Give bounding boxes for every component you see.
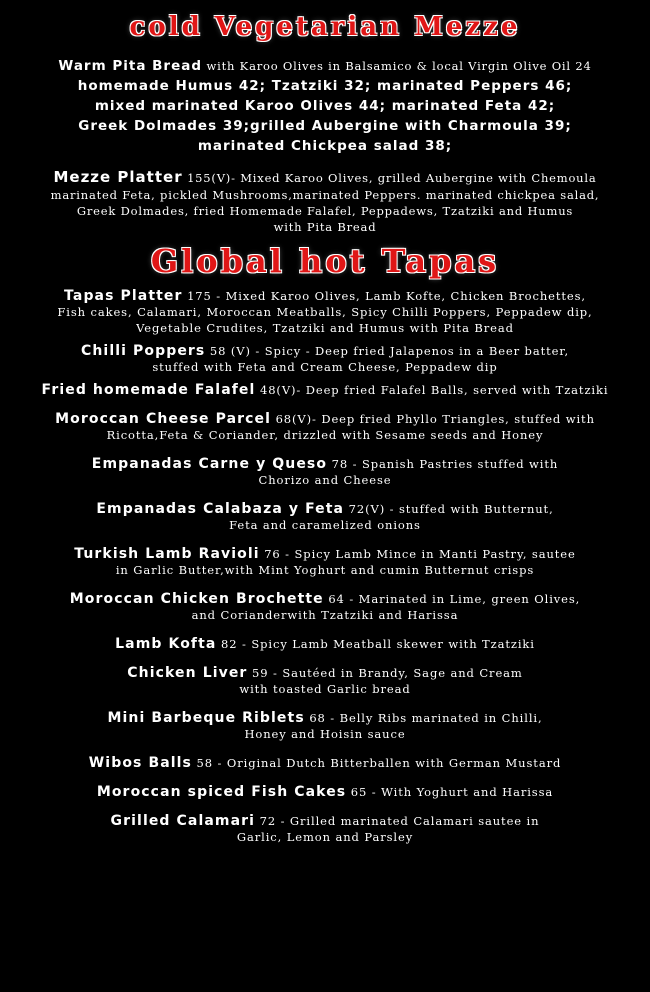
mezze-platter-desc: Greek Dolmades, fried Homemade Falafel, Peppadews, Tzatziki and Humus <box>76 204 574 218</box>
menu-item-riblets: Mini Barbeque Riblets 68 - Belly Ribs marinated in Chilli, Honey and Hoisin sauce <box>107 710 543 741</box>
mezze-platter-item <box>18 169 632 235</box>
cold-line: Warm Pita Bread with Karoo Olives in Balsamico & local Virgin Olive Oil 24 <box>58 58 592 74</box>
cold-mezze-list <box>18 56 632 156</box>
menu-item-falafel: Fried homemade Falafel 48(V)- Deep fried Falafel Balls, served with Tzatziki <box>41 382 609 398</box>
menu-item-grilled-calamari: Grilled Calamari 72 - Grilled marinated Calamari sautee in Garlic, Lemon and Parsley <box>110 813 540 844</box>
cold-line: Greek Dolmades 39;grilled Aubergine with Charmoula 39; <box>78 118 572 134</box>
mezze-platter-desc: 155(V)- Mixed Karoo Olives, grilled Aubergine with Chemoula <box>182 171 597 185</box>
mezze-platter-desc: marinated Feta, pickled Mushrooms,marinated Peppers. marinated chickpea salad, <box>50 188 600 202</box>
menu-item-chicken-brochette: Moroccan Chicken Brochette 64 - Marinated in Lime, green Olives, and Corianderwith Tzatziki and Harissa <box>69 591 581 622</box>
menu-item-lamb-ravioli: Turkish Lamb Ravioli 76 - Spicy Lamb Mince in Manti Pastry, sautee in Garlic Butter,with Mint Yoghurt and cumin Butternut crisps <box>74 546 576 577</box>
menu-item-empanadas-calabaza: Empanadas Calabaza y Feta 72(V) - stuffed with Butternut, Feta and caramelized onions <box>96 501 554 532</box>
menu-item-cheese-parcel: Moroccan Cheese Parcel 68(V)- Deep fried Phyllo Triangles, stuffed with Ricotta,Feta & Coriander, drizzled with Sesame seeds and Honey <box>55 411 595 442</box>
hot-tapas-list <box>18 287 632 845</box>
hot-tapas-heading: Global hot Tapas <box>150 242 500 280</box>
cold-mezze-heading: cold Vegetarian Mezze <box>129 12 521 42</box>
menu-item-tapas-platter: Tapas Platter 175 - Mixed Karoo Olives, Lamb Kofte, Chicken Brochettes, Fish cakes, Calamari, Moroccan Meatballs, Spicy Chilli Poppers, Peppadew dip, Vegetable Crudites, Tzatziki and Humus with Pita Bread <box>57 288 593 335</box>
menu-item-chicken-liver: Chicken Liver 59 - Sautéed in Brandy, Sage and Cream with toasted Garlic bread <box>127 665 523 696</box>
mezze-platter-name: Mezze Platter <box>53 168 183 186</box>
menu-item-fish-cakes: Moroccan spiced Fish Cakes 65 - With Yoghurt and Harissa <box>96 784 554 800</box>
cold-line: homemade Humus 42; Tzatziki 32; marinated Peppers 46; <box>77 78 573 94</box>
menu-item-chilli-poppers: Chilli Poppers 58 (V) - Spicy - Deep fried Jalapenos in a Beer batter, stuffed with Feta and Cream Cheese, Peppadew dip <box>80 343 570 374</box>
menu-item-lamb-kofta: Lamb Kofta 82 - Spicy Lamb Meatball skewer with Tzatziki <box>115 636 535 652</box>
cold-line: mixed marinated Karoo Olives 44; marinated Feta 42; <box>94 98 556 114</box>
mezze-platter-desc: with Pita Bread <box>273 220 377 234</box>
menu-item-wibos-balls: Wibos Balls 58 - Original Dutch Bitterballen with German Mustard <box>88 755 562 771</box>
cold-line: marinated Chickpea salad 38; <box>197 138 453 154</box>
menu-item-empanadas-carne: Empanadas Carne y Queso 78 - Spanish Pastries stuffed with Chorizo and Cheese <box>91 456 559 487</box>
